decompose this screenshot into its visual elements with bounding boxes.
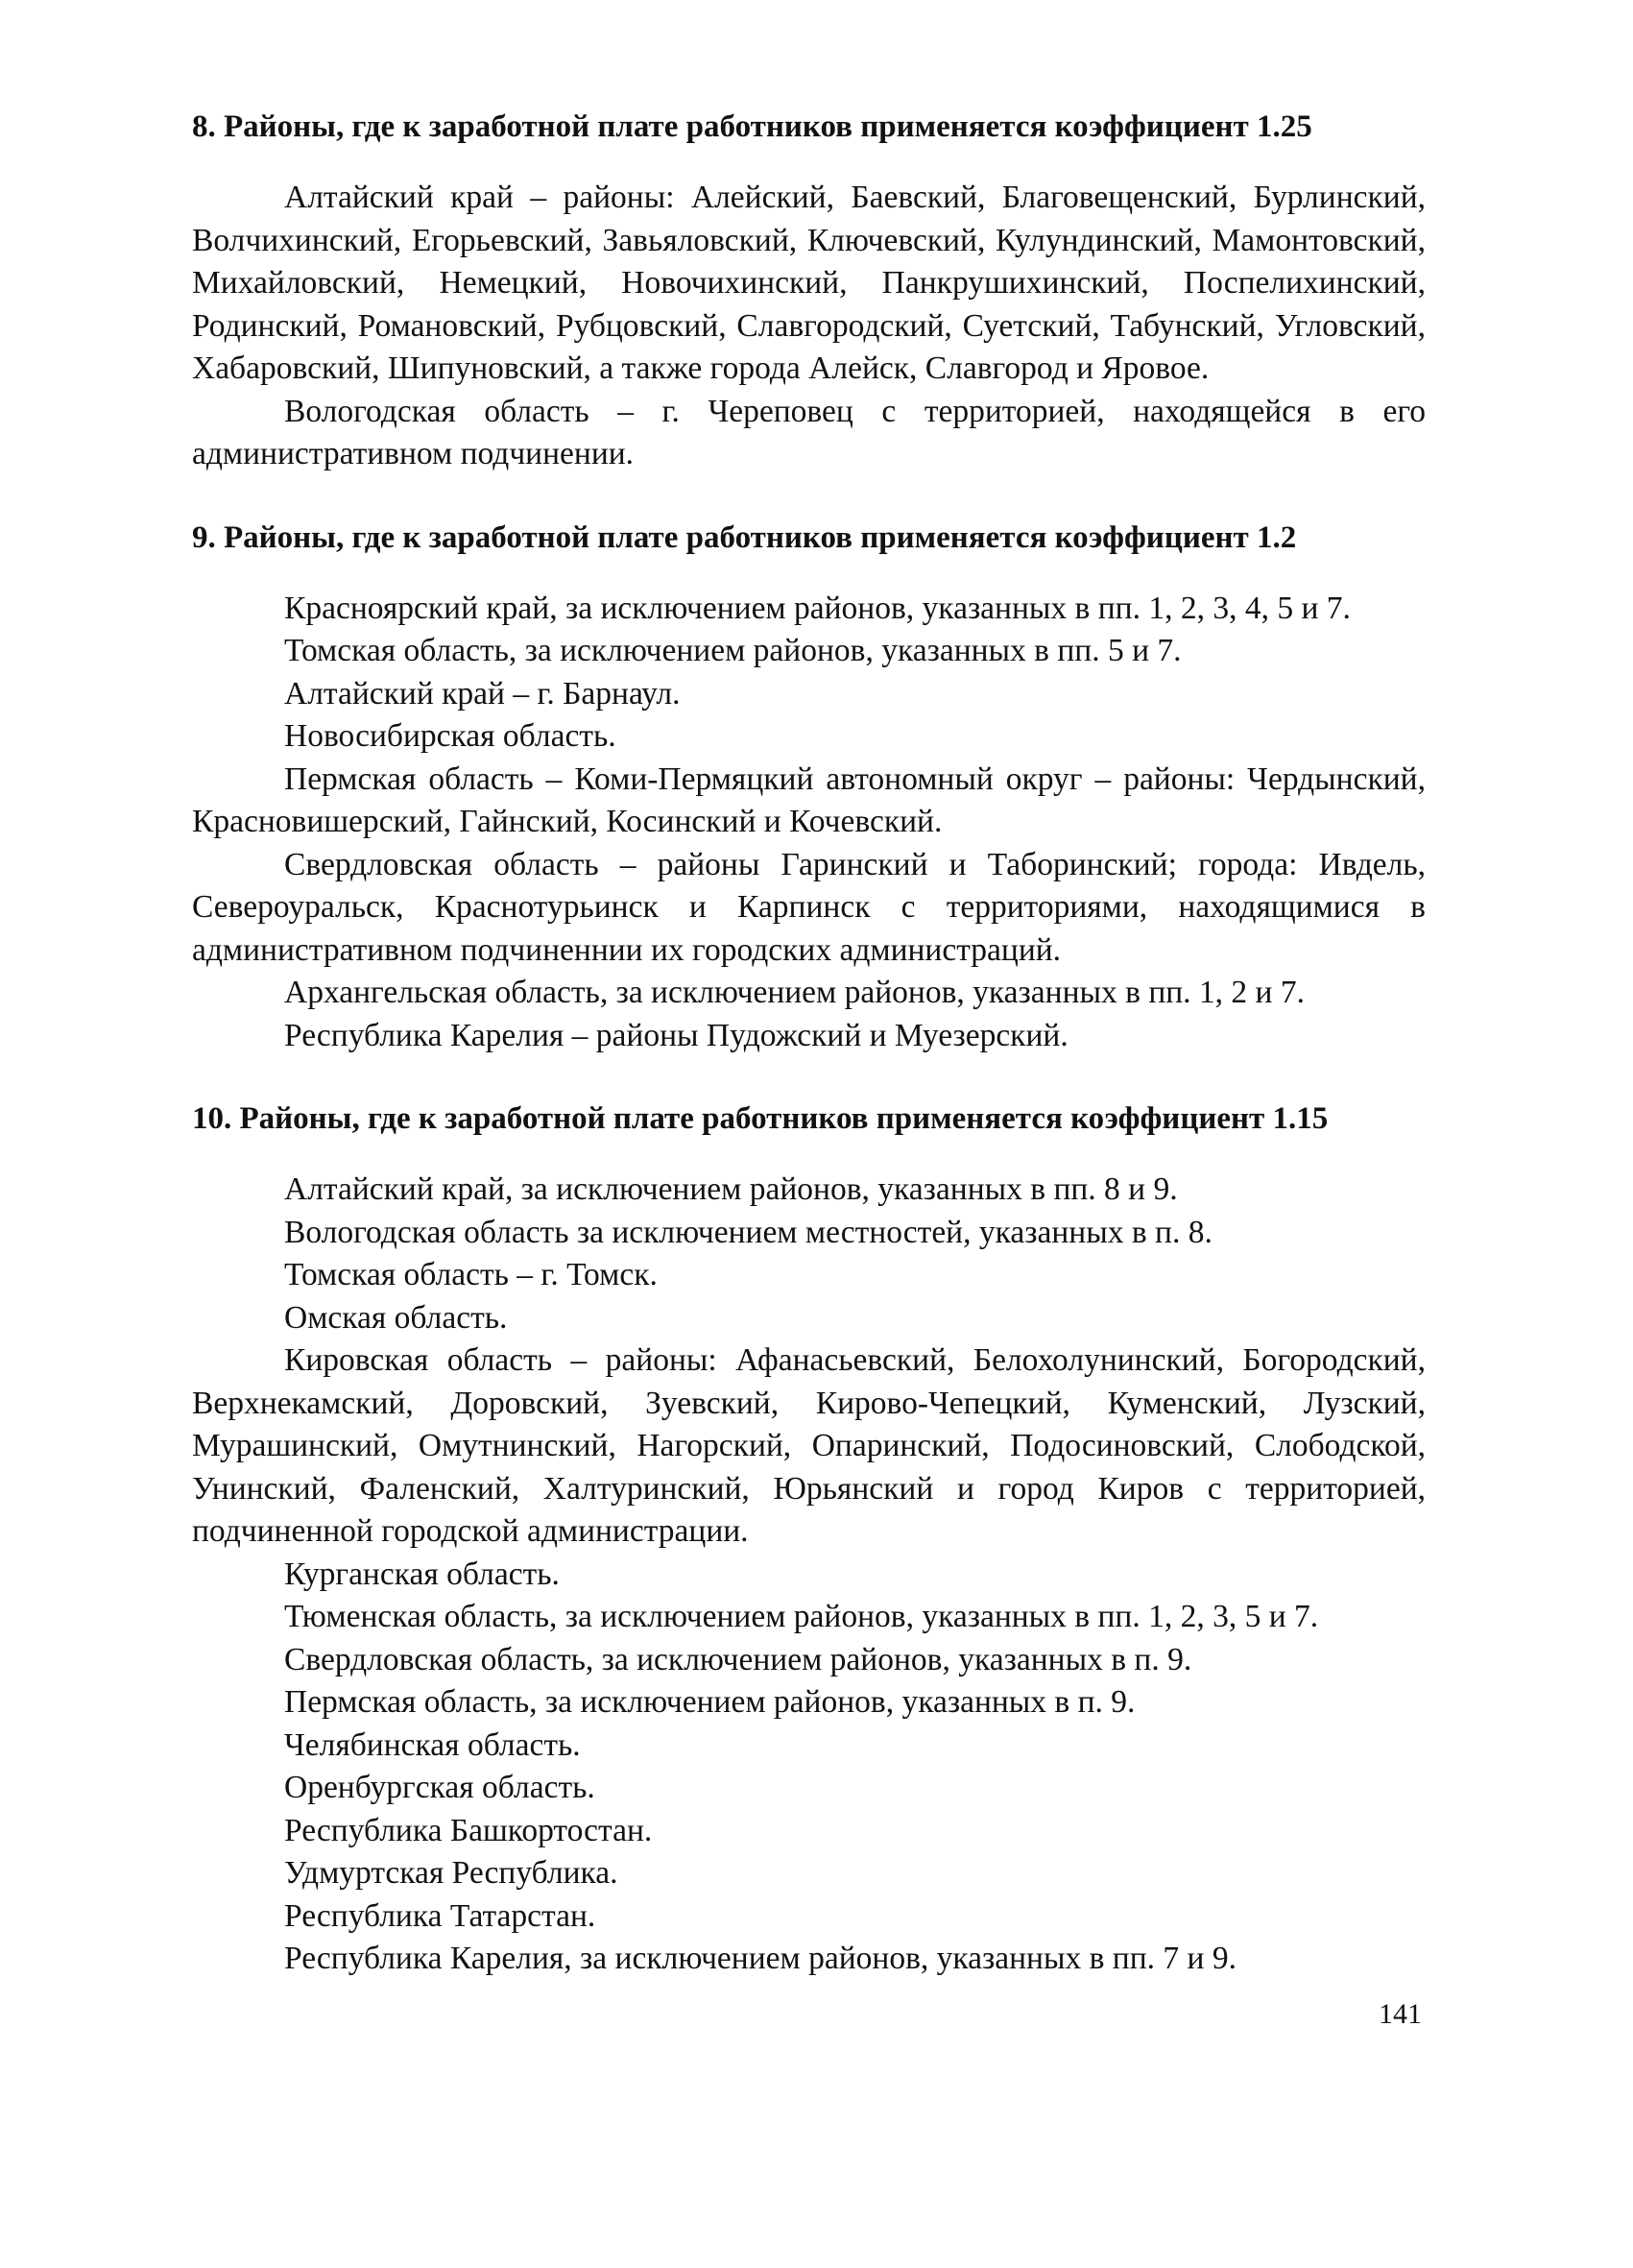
section-heading: 10. Районы, где к заработной плате работников применяется коэффициент 1.15 [192,1101,1329,1136]
section-heading: 8. Районы, где к заработной плате работников применяется коэффициент 1.25 [192,109,1312,144]
paragraph: Новосибирская область. [284,718,616,754]
paragraph: Красноярский край, за исключением районов, указанных в пп. 1, 2, 3, 4, 5 и 7. [284,590,1351,626]
paragraph: Пермская область, за исключением районов, указанных в п. 9. [284,1684,1136,1720]
paragraph: Оренбургская область. [284,1770,595,1805]
paragraph: Республика Карелия, за исключением районов, указанных в пп. 7 и 9. [284,1941,1237,1976]
paragraph: Алтайский край – г. Барнаул. [284,675,681,712]
paragraph: Удмуртская Республика. [284,1855,618,1891]
paragraph: Вологодская область – г. Череповец с территорией, находящейся в его административном подчинении. [192,393,1426,471]
paragraph: Томская область, за исключением районов, указанных в пп. 5 и 7. [284,633,1182,668]
paragraph: Омская область. [284,1299,508,1336]
paragraph: Курганская область. [284,1556,560,1592]
paragraph: Свердловская область, за исключением районов, указанных в п. 9. [284,1641,1192,1677]
section-heading: 9. Районы, где к заработной плате работников применяется коэффициент 1.2 [192,519,1297,555]
paragraph: Алтайский край – районы: Алейский, Баевский, Благовещенский, Бурлинский, Волчихинский, Егорьевский, Завьяловский, Ключевский, Кулундинский, Мамонтовский, Михайловский, Немецкий, Новочихинский, Панкрушихинский, Поспелихинский, Родинский, Романовский, Рубцовский, Славгородский, Суетский, Табунский, Угловский, Хабаровский, Шипуновский, а также города Алейск, Славгород и Яровое. [192,180,1426,386]
paragraph: Челябинская область. [284,1726,581,1763]
paragraph: Республика Татарстан. [284,1897,596,1934]
section-9 [192,519,1426,1058]
paragraph: Тюменская область, за исключением районов, указанных в пп. 1, 2, 3, 5 и 7. [284,1599,1319,1634]
paragraph: Кировская область – районы: Афанасьевский, Белохолунинский, Богородский, Верхнекамский, Доровский, Зуевский, Кирово-Чепецкий, Куменский, Лузский, Мурашинский, Омутнинский, Нагорский, Опаринский, Подосиновский, Слободской, Унинский, Фаленский, Халтуринский, Юрьянский и город Киров с территорией, подчиненной городской администрации. [192,1342,1426,1549]
document-page [192,108,1426,1981]
section-10 [192,1099,1426,1981]
paragraph: Пермская область – Коми-Пермяцкий автономный округ – районы: Чердынский, Красновишерский, Гайнский, Косинский и Кочевский. [192,760,1426,839]
paragraph: Архангельская область, за исключением районов, указанных в пп. 1, 2 и 7. [284,975,1305,1010]
page-number: 141 [1379,1998,1422,2030]
section-8 [192,108,1426,476]
paragraph: Республика Карелия – районы Пудожский и Муезерский. [284,1017,1069,1053]
paragraph: Вологодская область за исключением местностей, указанных в п. 8. [284,1214,1213,1250]
paragraph: Алтайский край, за исключением районов, указанных в пп. 8 и 9. [284,1171,1178,1207]
paragraph: Свердловская область – районы Гаринский и Таборинский; города: Ивдель, Североуральск, Краснотурьинск и Карпинск с территориями, находящимися в административном подчиненнии их городских администраций. [192,846,1426,968]
paragraph: Республика Башкортостан. [284,1812,653,1848]
paragraph: Томская область – г. Томск. [284,1257,658,1292]
